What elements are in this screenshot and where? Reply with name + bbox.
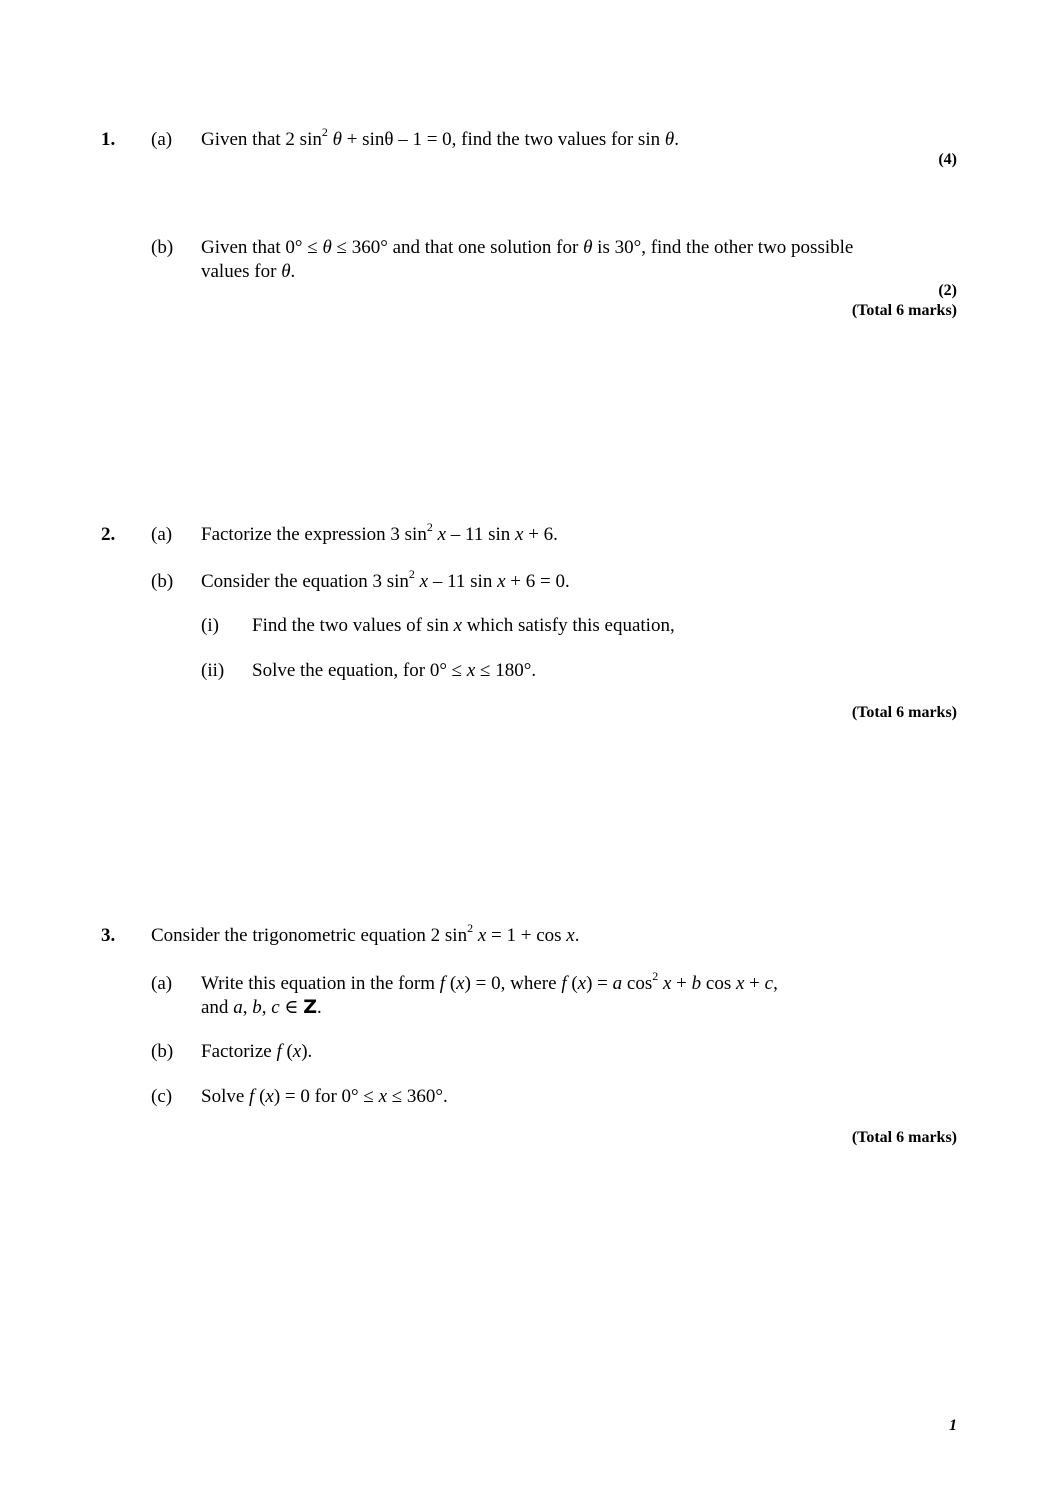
q2-part-b-ii-text: Solve the equation, for 0° ≤ x ≤ 180°. [252, 660, 537, 681]
q3-intro-text: Consider the trigonometric equation 2 $\sin^2 x = 1 + \cos x$. [151, 920, 580, 946]
q2-part-b-label: (b) [151, 571, 174, 592]
q3-part-a-line1: Write this equation in the form f (x) = 0, where f (x) = a $\cos^2 x + b$ cos x + c, [201, 968, 778, 994]
q2-total-marks: (Total 6 marks) [851, 704, 957, 721]
question-3-number: 3. [101, 925, 116, 946]
question-2-number: 2. [101, 524, 116, 545]
question-1-number: 1. [101, 129, 116, 150]
integers-symbol: Z [303, 996, 317, 1018]
q2-part-a-text: Factorize the expression 3 $\sin^2 x - 11$ sin x + 6. [201, 519, 558, 545]
q3-part-a-label: (a) [151, 973, 173, 994]
q3-part-c-text: Solve f (x) = 0 for 0° ≤ x ≤ 360°. [201, 1086, 448, 1107]
q1-part-a-label: (a) [151, 129, 173, 150]
page-number: 1 [949, 1417, 957, 1434]
q2-part-a-label: (a) [151, 524, 173, 545]
q1-part-b-marks: (2) [938, 282, 957, 299]
q1-total-marks: (Total 6 marks) [851, 302, 957, 319]
q1-part-b-line2: values for θ. [201, 261, 296, 282]
q1-part-b-label: (b) [151, 237, 174, 258]
q3-part-b-label: (b) [151, 1041, 174, 1062]
q2-part-b-ii-label: (ii) [201, 660, 225, 681]
q1-part-a-text: Given that 2 $\sin^2 \theta + \sin\theta - 1 = 0$, find the two values for sin θ. [201, 124, 679, 150]
q3-total-marks: (Total 6 marks) [851, 1129, 957, 1146]
q1-part-b-line1: Given that 0° ≤ θ ≤ 360° and that one solution for θ is 30°, find the other two possible [201, 237, 854, 258]
q2-part-b-i-text: Find the two values of sin x which satisfy this equation, [252, 615, 675, 636]
q3-part-b-text: Factorize f (x). [201, 1041, 313, 1062]
q2-part-b-text: Consider the equation 3 $\sin^2 x - 11$ sin x + 6 = 0. [201, 566, 570, 592]
q1-part-a-marks: (4) [938, 151, 957, 168]
q3-part-a-line2: and a, b, c ∈ Z. [201, 996, 322, 1018]
q3-part-c-label: (c) [151, 1086, 173, 1107]
q2-part-b-i-label: (i) [201, 615, 219, 636]
